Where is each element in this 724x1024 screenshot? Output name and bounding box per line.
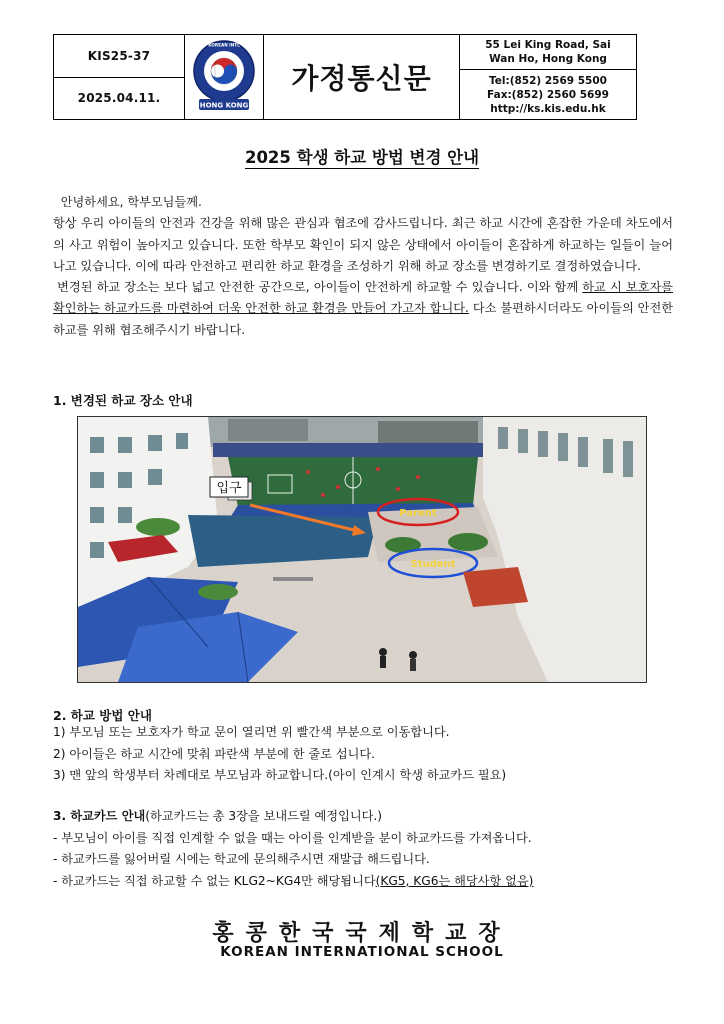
school-logo	[185, 35, 264, 119]
list-item: 2) 아이들은 하교 시간에 맞춰 파란색 부분에 한 줄로 섭니다.	[53, 746, 376, 761]
header-meta	[54, 35, 185, 119]
greeting	[53, 192, 673, 213]
section-2-list	[53, 722, 673, 787]
pickup-area-illustration	[78, 417, 646, 682]
letter-type-title: 가정통신문	[264, 35, 460, 119]
document-title	[0, 144, 724, 168]
student-zone-label: Student	[410, 559, 456, 570]
svg-text:KOREAN INTL: KOREAN INTL	[208, 42, 240, 48]
address-line-2: Wan Ho, Hong Kong	[489, 53, 607, 65]
intro-text	[53, 192, 673, 341]
school-emblem-icon	[191, 38, 257, 116]
school-address	[460, 35, 636, 70]
pickup-area-photo	[77, 416, 647, 683]
para2-end: 다소 불편하시더라도 아이들의 안전한 하교를 위해 협조해주시기 바랍니다.	[53, 301, 674, 337]
list-item	[53, 871, 673, 893]
section-3-note: (하교카드는 총 3장을 보내드릴 예정입니다.)	[145, 809, 383, 823]
para2-underlined: 하교 시 보호자를 확인하는 하교카드를 마련하여 더욱 안전한 하교 환경을 만들어 가고자 합니다.	[53, 280, 674, 316]
para2-start: 변경된 하교 장소는 보다 넓고 안전한 공간으로, 아이들이 안전하게 하교할 수 있습니다. 이와 함께	[57, 280, 583, 295]
section-3-heading	[53, 806, 673, 828]
principal-signature-korean: 홍콩한국국제학교장	[212, 921, 512, 946]
principal-signature-english: KOREAN INTERNATIONAL SCHOOL	[220, 944, 504, 960]
contact-info	[460, 70, 636, 119]
school-contact	[460, 35, 636, 119]
section-1-title: 1. 변경된 하교 장소 안내	[53, 393, 193, 408]
list-item: - 부모님이 아이를 직접 인계할 수 없을 때는 아이를 인계받을 분이 하교카드를 가져옵니다.	[53, 830, 532, 845]
document-title-text: 2025 학생 하교 방법 변경 안내	[244, 148, 480, 167]
list-item: - 하교카드를 잃어버릴 시에는 학교에 문의해주시면 재발급 해드립니다.	[53, 852, 430, 866]
address-line-1: 55 Lei King Road, Sai	[485, 39, 611, 51]
greeting-text: 안녕하세요, 학부모님들께.	[60, 195, 202, 209]
svg-text:HONG KONG: HONG KONG	[199, 101, 249, 110]
item-3-underlined: (KG5, KG6는 해당사항 없음)	[375, 873, 534, 888]
section-3-title: 3. 하교카드 안내	[53, 809, 146, 823]
fax: Fax:(852) 2560 5699	[487, 88, 609, 101]
intro-paragraph-1: 항상 우리 아이들의 안전과 건강을 위해 많은 관심과 협조에 감사드립니다. 최근 하교 시간에 혼잡한 가운데 차도에서의 사고 위험이 높아지고 있습니다. 또한 학부모 확인이 되지 않은 상태에서 아이들이 혼잡하게 하교하는 일들이 늘어나고 있습니다. 이에 따라 안전하고 편리한 하교 환경을 조성하기 위해 하교 장소를 변경하기로 결정하였습니다.	[53, 216, 673, 273]
document-number: KIS25-37	[87, 48, 151, 63]
section-3	[53, 806, 673, 892]
intro-paragraph-2	[53, 277, 673, 341]
list-item: 3) 맨 앞의 학생부터 차례대로 부모님과 하교합니다.(아이 인계시 학생 하교카드 필요)	[53, 768, 507, 782]
website: http://ks.kis.edu.hk	[490, 102, 606, 115]
telephone: Tel:(852) 2569 5500	[489, 74, 607, 87]
parent-zone-label: Parent	[399, 508, 437, 519]
item-3-text: - 하교카드는 직접 하교할 수 없는 KLG2~KG4만 해당됩니다	[53, 873, 376, 888]
list-item: 1) 부모님 또는 보호자가 학교 문이 열리면 위 빨간색 부분으로 이동합니다.	[53, 725, 450, 739]
section-2-title: 2. 하교 방법 안내	[53, 708, 152, 723]
entrance-label: 입구	[216, 481, 242, 496]
letter-header	[53, 34, 637, 120]
document-date: 2025.04.11.	[54, 77, 184, 120]
